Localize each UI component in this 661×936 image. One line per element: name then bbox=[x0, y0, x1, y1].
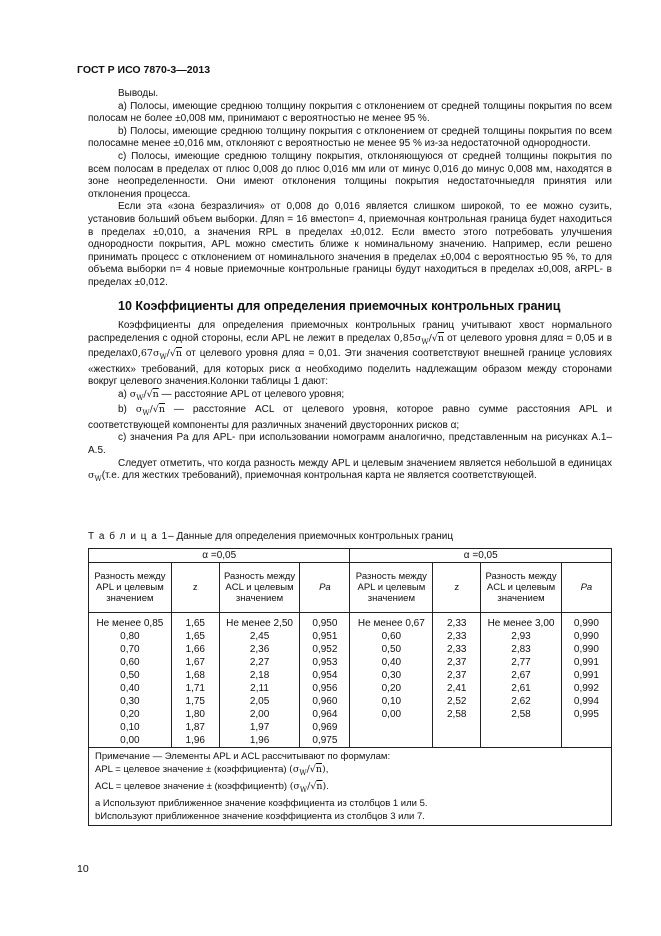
column-header: Разность между ACL и целевым значением bbox=[219, 563, 300, 613]
list-item: c) значения Pa для APL- при использовании номограмм аналогично, представленным на рисунках А.1–А.5. bbox=[88, 432, 612, 456]
table-row bbox=[89, 708, 612, 721]
table-cell: 0,960 bbox=[300, 695, 350, 708]
table-cell: 0,70 bbox=[89, 643, 172, 656]
table-cell: 2,41 bbox=[433, 682, 481, 695]
alpha-header-right: α =0,05 bbox=[350, 549, 612, 563]
table-cell: 0,990 bbox=[561, 613, 611, 631]
table-cell bbox=[433, 734, 481, 748]
table-cell: 0,50 bbox=[350, 643, 433, 656]
column-header: Разность между APL и целевым значением bbox=[89, 563, 172, 613]
table-cell: 1,66 bbox=[171, 643, 219, 656]
table-caption: Т а б л и ц а 1– Данные для определения приемочных контрольных границ bbox=[88, 531, 454, 542]
table-row bbox=[89, 682, 612, 695]
list-item: b) $\sigma_W/√n$ — расстояние ACL от целевого уровня, которое равно сумме расстояния APL и соответствующей компоненты для различных значений двусторонних рисков α; bbox=[88, 404, 612, 431]
table-cell: 2,58 bbox=[433, 708, 481, 721]
table-cell: 2,05 bbox=[219, 695, 300, 708]
table-cell: 0,40 bbox=[89, 682, 172, 695]
table-row bbox=[89, 656, 612, 669]
column-header: Разность между ACL и целевым значением bbox=[481, 563, 562, 613]
table-cell: 1,65 bbox=[171, 630, 219, 643]
table-cell: 2,37 bbox=[433, 669, 481, 682]
data-table bbox=[88, 548, 612, 826]
table-cell: 2,36 bbox=[219, 643, 300, 656]
table-cell: 2,62 bbox=[481, 695, 562, 708]
table-cell: 2,37 bbox=[433, 656, 481, 669]
table-cell: 2,77 bbox=[481, 656, 562, 669]
table-cell: 0,990 bbox=[561, 643, 611, 656]
table-cell: 0,952 bbox=[300, 643, 350, 656]
table-cell: Не менее 0,85 bbox=[89, 613, 172, 631]
table-cell: 0,951 bbox=[300, 630, 350, 643]
table-cell: 0,953 bbox=[300, 656, 350, 669]
table-cell: 2,67 bbox=[481, 669, 562, 682]
table-cell: 1,96 bbox=[171, 734, 219, 748]
table-row bbox=[89, 669, 612, 682]
table-cell: 0,964 bbox=[300, 708, 350, 721]
table-cell: 0,969 bbox=[300, 721, 350, 734]
table-cell: 1,71 bbox=[171, 682, 219, 695]
table-cell: 1,97 bbox=[219, 721, 300, 734]
table-cell: 2,33 bbox=[433, 630, 481, 643]
table-cell: 0,20 bbox=[89, 708, 172, 721]
formula: $\sigma_W/√n$ bbox=[129, 388, 159, 402]
table-cell: 0,10 bbox=[350, 695, 433, 708]
list-item: а) $\sigma_W/√n$ — расстояние APL от целевого уровня; bbox=[118, 388, 345, 402]
table-cell: 0,950 bbox=[300, 613, 350, 631]
column-header: Pa bbox=[300, 563, 350, 613]
formula: $0,85\sigma_W/√n$ bbox=[393, 332, 444, 346]
table-cell: 0,992 bbox=[561, 682, 611, 695]
paragraph: а) Полосы, имеющие среднюю толщину покрытия с отклонением от средней толщины покрытия по всем полосам не более ±0,008 мм, принимают с вероятностью не менее 95 %. bbox=[88, 100, 612, 125]
table-cell: 2,61 bbox=[481, 682, 562, 695]
table-cell: 0,10 bbox=[89, 721, 172, 734]
formula: $0,67\sigma_W/√n$ bbox=[131, 348, 183, 362]
table-cell: 0,40 bbox=[350, 656, 433, 669]
table-cell: 0,20 bbox=[350, 682, 433, 695]
formula: $\sigma_W/√n$ bbox=[135, 404, 165, 418]
table-cell: 1,87 bbox=[171, 721, 219, 734]
column-header: Pa bbox=[561, 563, 611, 613]
table-cell bbox=[481, 734, 562, 748]
page-number: 10 bbox=[77, 863, 89, 875]
table-cell bbox=[561, 734, 611, 748]
paragraph: Если эта «зона безразличия» от 0,008 до 0,016 является слишком широкой, то ее можно сузить, установив больший объем выборки. Дляn = 16 вместоn= 4, приемочная контрольная граница будет находиться в пределах ±0,010, а значения RPL в пределах ±0,012. Если вместо этого потребовать улучшения однородности покрытия, APL можно сместить ближе к номинальному значению. Например, если решено принимать процесс с отклонением от номинального значения в пределах ±0,004 с вероятностью 95 %, то для объема выборки n= 4 новые приемочные контрольные границы будут находиться в пределах ±0,008, аRPL- в пределах ±0,012. bbox=[88, 201, 612, 288]
table-cell: 0,80 bbox=[89, 630, 172, 643]
paragraph: b) Полосы, имеющие среднюю толщину покрытия с отклонением от средней толщины покрытия по всем полосамне менее ±0,016 мм, отклоняют с вероятностью не менее 95 % из-за недостаточной однородности. bbox=[88, 125, 612, 150]
table-cell: 2,58 bbox=[481, 708, 562, 721]
paragraph: Выводы. bbox=[118, 88, 159, 99]
table-cell: 0,995 bbox=[561, 708, 611, 721]
table-cell: 1,68 bbox=[171, 669, 219, 682]
table-cell: 0,990 bbox=[561, 630, 611, 643]
section-title: 10 Коэффициенты для определения приемочных контрольных границ bbox=[118, 298, 561, 313]
table-cell bbox=[433, 721, 481, 734]
table-cell: 0,50 bbox=[89, 669, 172, 682]
table-cell: Не менее 0,67 bbox=[350, 613, 433, 631]
table-cell: 1,75 bbox=[171, 695, 219, 708]
table-cell: 0,991 bbox=[561, 656, 611, 669]
table-cell: 0,991 bbox=[561, 669, 611, 682]
table-row bbox=[89, 643, 612, 656]
table-cell: 2,93 bbox=[481, 630, 562, 643]
table-row bbox=[89, 630, 612, 643]
paragraph: Коэффициенты для определения приемочных контрольных границ учитывают хвост нормального распределения с одной стороны, если APL не лежит в пределах $0,85\sigma_W/√n$ от целевого уровня дляα = 0,05 и в $пределах0,67\sigma_W/√n$ от целевого уровня дляα = 0,01. Эти значения соответствуют внешней границе условиях «жестких» требований, для которых риск α необходимо поделить надлежащим образом между сторонами вокруг целевого значения.Колонки таблицы 1 дают: bbox=[88, 320, 613, 388]
table-cell: 0,60 bbox=[350, 630, 433, 643]
table-cell: 0,60 bbox=[89, 656, 172, 669]
table-cell: 0,956 bbox=[300, 682, 350, 695]
table-cell: 0,994 bbox=[561, 695, 611, 708]
table-cell: 2,45 bbox=[219, 630, 300, 643]
table-cell: 1,67 bbox=[171, 656, 219, 669]
table-row bbox=[89, 721, 612, 734]
paragraph: c) Полосы, имеющие среднюю толщину покрытия, отклоняющуюся от средней толщины покрытия по всем полосам в пределах от плюс 0,008 до плюс 0,016 мм или от минус 0,016 до минус 0,008 мм, находятся в зоне неопределенности. Они имеют отклонения толщины покрытия недостаточныедля принятия или отклонения процесса. bbox=[88, 150, 612, 200]
table-cell bbox=[350, 721, 433, 734]
table-cell: 0,30 bbox=[350, 669, 433, 682]
paragraph: Следует отметить, что когда разность между APL и целевым значением является небольшой в единицах $\sigma_W(т.е$. для жестких требований), приемочная контрольная карта не является соответствующей. bbox=[88, 457, 612, 484]
table-cell bbox=[481, 721, 562, 734]
table-cell: 2,33 bbox=[433, 613, 481, 631]
formula: $\sigma_W$ bbox=[88, 470, 102, 484]
table-cell: 2,83 bbox=[481, 643, 562, 656]
document-header: ГОСТ Р ИСО 7870-3—2013 bbox=[77, 64, 211, 76]
table-cell: 2,18 bbox=[219, 669, 300, 682]
table-cell: 0,00 bbox=[350, 708, 433, 721]
table-row bbox=[89, 695, 612, 708]
table-cell: 0,975 bbox=[300, 734, 350, 748]
table-cell: 2,33 bbox=[433, 643, 481, 656]
table-cell: 2,00 bbox=[219, 708, 300, 721]
table-cell: Не менее 2,50 bbox=[219, 613, 300, 631]
column-header: z bbox=[171, 563, 219, 613]
table-row bbox=[89, 734, 612, 748]
column-header: Разность между APL и целевым значением bbox=[350, 563, 433, 613]
table-cell bbox=[561, 721, 611, 734]
table-cell: 2,11 bbox=[219, 682, 300, 695]
table-cell bbox=[350, 734, 433, 748]
table-cell: 1,65 bbox=[171, 613, 219, 631]
table-cell: Не менее 3,00 bbox=[481, 613, 562, 631]
table-cell: 0,00 bbox=[89, 734, 172, 748]
table-cell: 2,27 bbox=[219, 656, 300, 669]
table-note: Примечание — Элементы APL и ACL рассчитывают по формулам: APL = целевое значение ± (коэффициентa) $(\sigma_W/√n)$, ACL = целевое значение ± (коэффициентb) $(\sigma_W/√n)$. a Используют приближенное значение коэффициента из столбцов 1 или 5. bИспользуют приближенное значение коэффициента из столбцов 3 или 7. bbox=[89, 748, 612, 826]
alpha-header-left: α =0,05 bbox=[89, 549, 350, 563]
table-row bbox=[89, 613, 612, 631]
table-cell: 2,52 bbox=[433, 695, 481, 708]
table-cell: 1,96 bbox=[219, 734, 300, 748]
table-cell: 1,80 bbox=[171, 708, 219, 721]
column-header: z bbox=[433, 563, 481, 613]
table-cell: 0,954 bbox=[300, 669, 350, 682]
table-cell: 0,30 bbox=[89, 695, 172, 708]
body-text bbox=[88, 88, 612, 486]
